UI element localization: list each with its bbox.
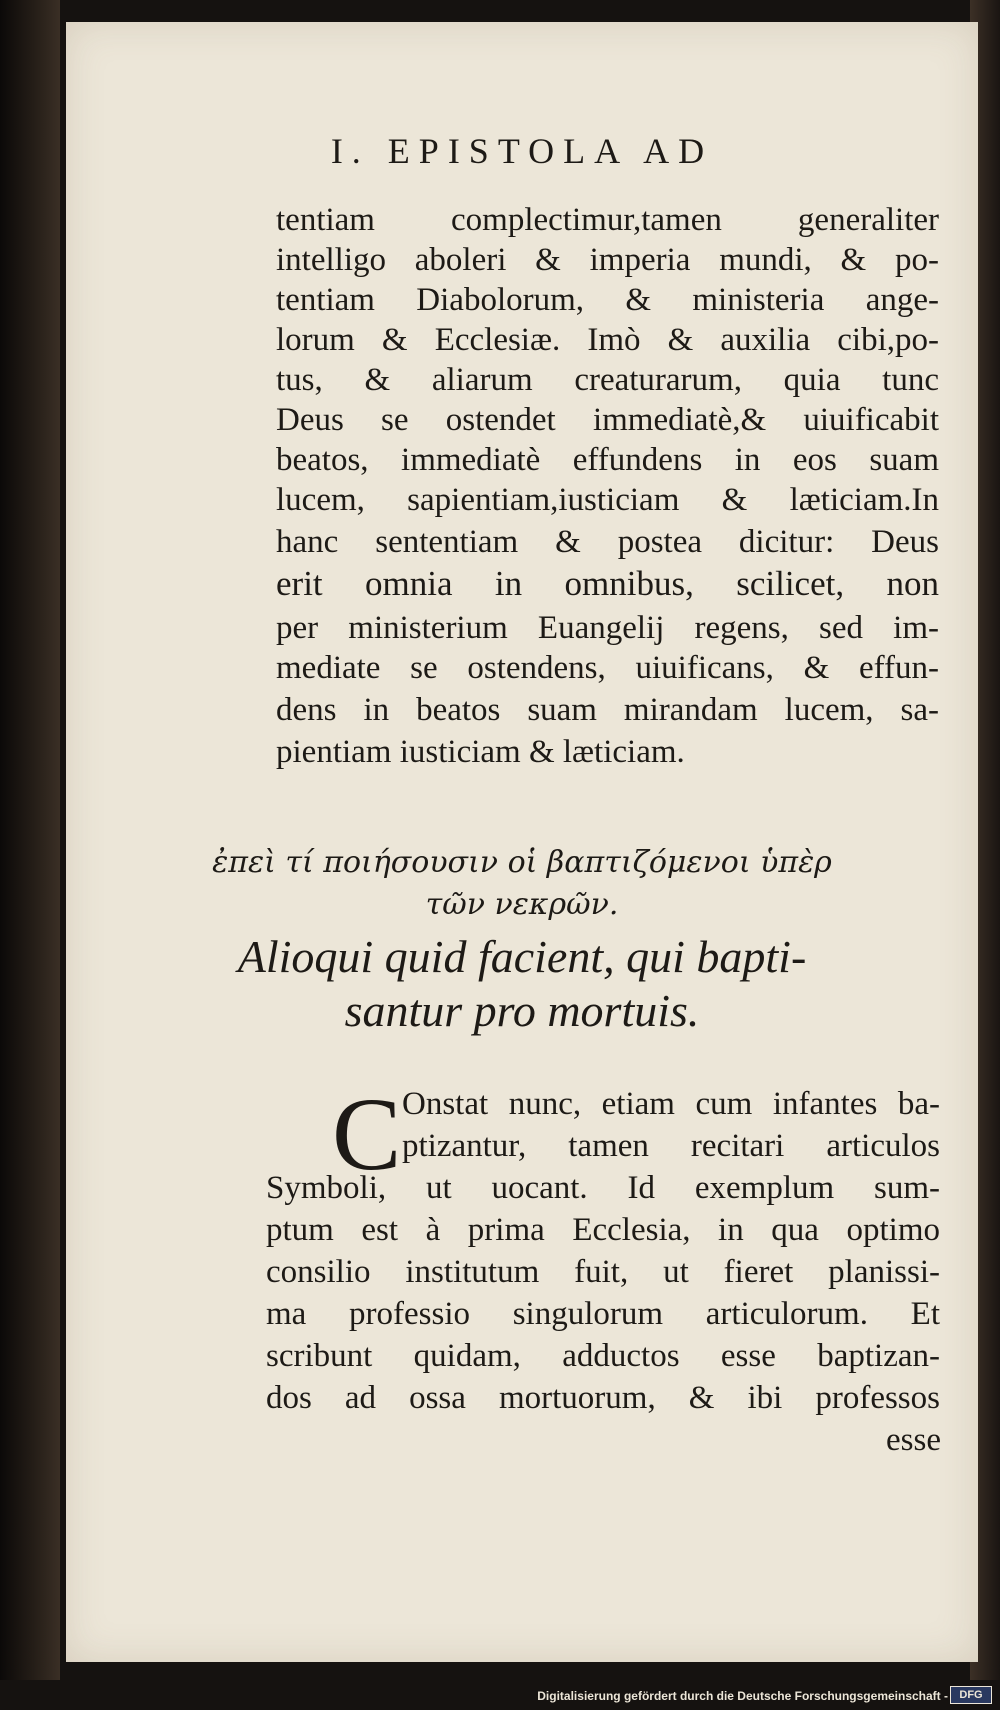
text-line: pientiam iusticiam & læticiam. bbox=[276, 734, 685, 770]
text-line: erit omnia in omnibus, scilicet, non bbox=[276, 564, 939, 603]
dfg-logo: DFG bbox=[950, 1686, 992, 1704]
greek-line: τῶν νεκρῶν. bbox=[425, 887, 619, 922]
text-line: ma professio singulorum articulorum. Et bbox=[266, 1296, 940, 1332]
text-line: hanc sententiam & postea dicitur: Deus bbox=[276, 524, 939, 560]
text-line: lorum & Ecclesiæ. Imò & auxilia cibi,po- bbox=[276, 322, 939, 358]
digitization-credit: Digitalisierung gefördert durch die Deutsche Forschungsgemeinschaft - bbox=[537, 1689, 948, 1703]
text-line: Symboli, ut uocant. Id exemplum sum- bbox=[266, 1170, 940, 1206]
text-line: consilio institutum fuit, ut fieret planissi- bbox=[266, 1254, 940, 1290]
text-line: ptizantur, tamen recitari articulos bbox=[402, 1128, 940, 1164]
catchword: esse bbox=[886, 1422, 941, 1458]
text-line: Onstat nunc, etiam cum infantes ba- bbox=[402, 1086, 940, 1122]
text-line: per ministerium Euangelij regens, sed im- bbox=[276, 610, 939, 646]
text-line: intelligo aboleri & imperia mundi, & po- bbox=[276, 242, 939, 278]
book-spine-shadow bbox=[0, 0, 60, 1710]
text-line: lucem, sapientiam,iusticiam & læticiam.In bbox=[276, 482, 939, 518]
text-line: mediate se ostendens, uiuificans, & effun- bbox=[276, 650, 939, 686]
text-line: beatos, immediatè effundens in eos suam bbox=[276, 442, 939, 478]
text-line: tus, & aliarum creaturarum, quia tunc bbox=[276, 362, 939, 398]
text-line: tentiam Diabolorum, & ministeria ange- bbox=[276, 282, 939, 318]
running-head: I. EPISTOLA AD bbox=[330, 131, 714, 171]
greek-line: ἐπεὶ τί ποιήσουσιν οἱ βαπτιζόμενοι ὑπὲρ bbox=[212, 845, 832, 880]
text-line: ptum est à prima Ecclesia, in qua optimo bbox=[266, 1212, 940, 1248]
section-heading: santur pro mortuis. bbox=[344, 985, 700, 1036]
drop-initial: C bbox=[332, 1077, 402, 1192]
book-page bbox=[66, 22, 978, 1662]
text-line: scribunt quidam, adductos esse baptizan- bbox=[266, 1338, 940, 1374]
text-line: dos ad ossa mortuorum, & ibi professos bbox=[266, 1380, 940, 1416]
text-line: tentiam complectimur,tamen generaliter bbox=[276, 202, 939, 238]
footer-bar bbox=[0, 1680, 1000, 1710]
text-line: dens in beatos suam mirandam lucem, sa- bbox=[276, 692, 939, 728]
section-heading: Alioqui quid facient, qui bapti- bbox=[237, 931, 807, 982]
text-line: Deus se ostendet immediatè,& uiuificabit bbox=[276, 402, 939, 438]
